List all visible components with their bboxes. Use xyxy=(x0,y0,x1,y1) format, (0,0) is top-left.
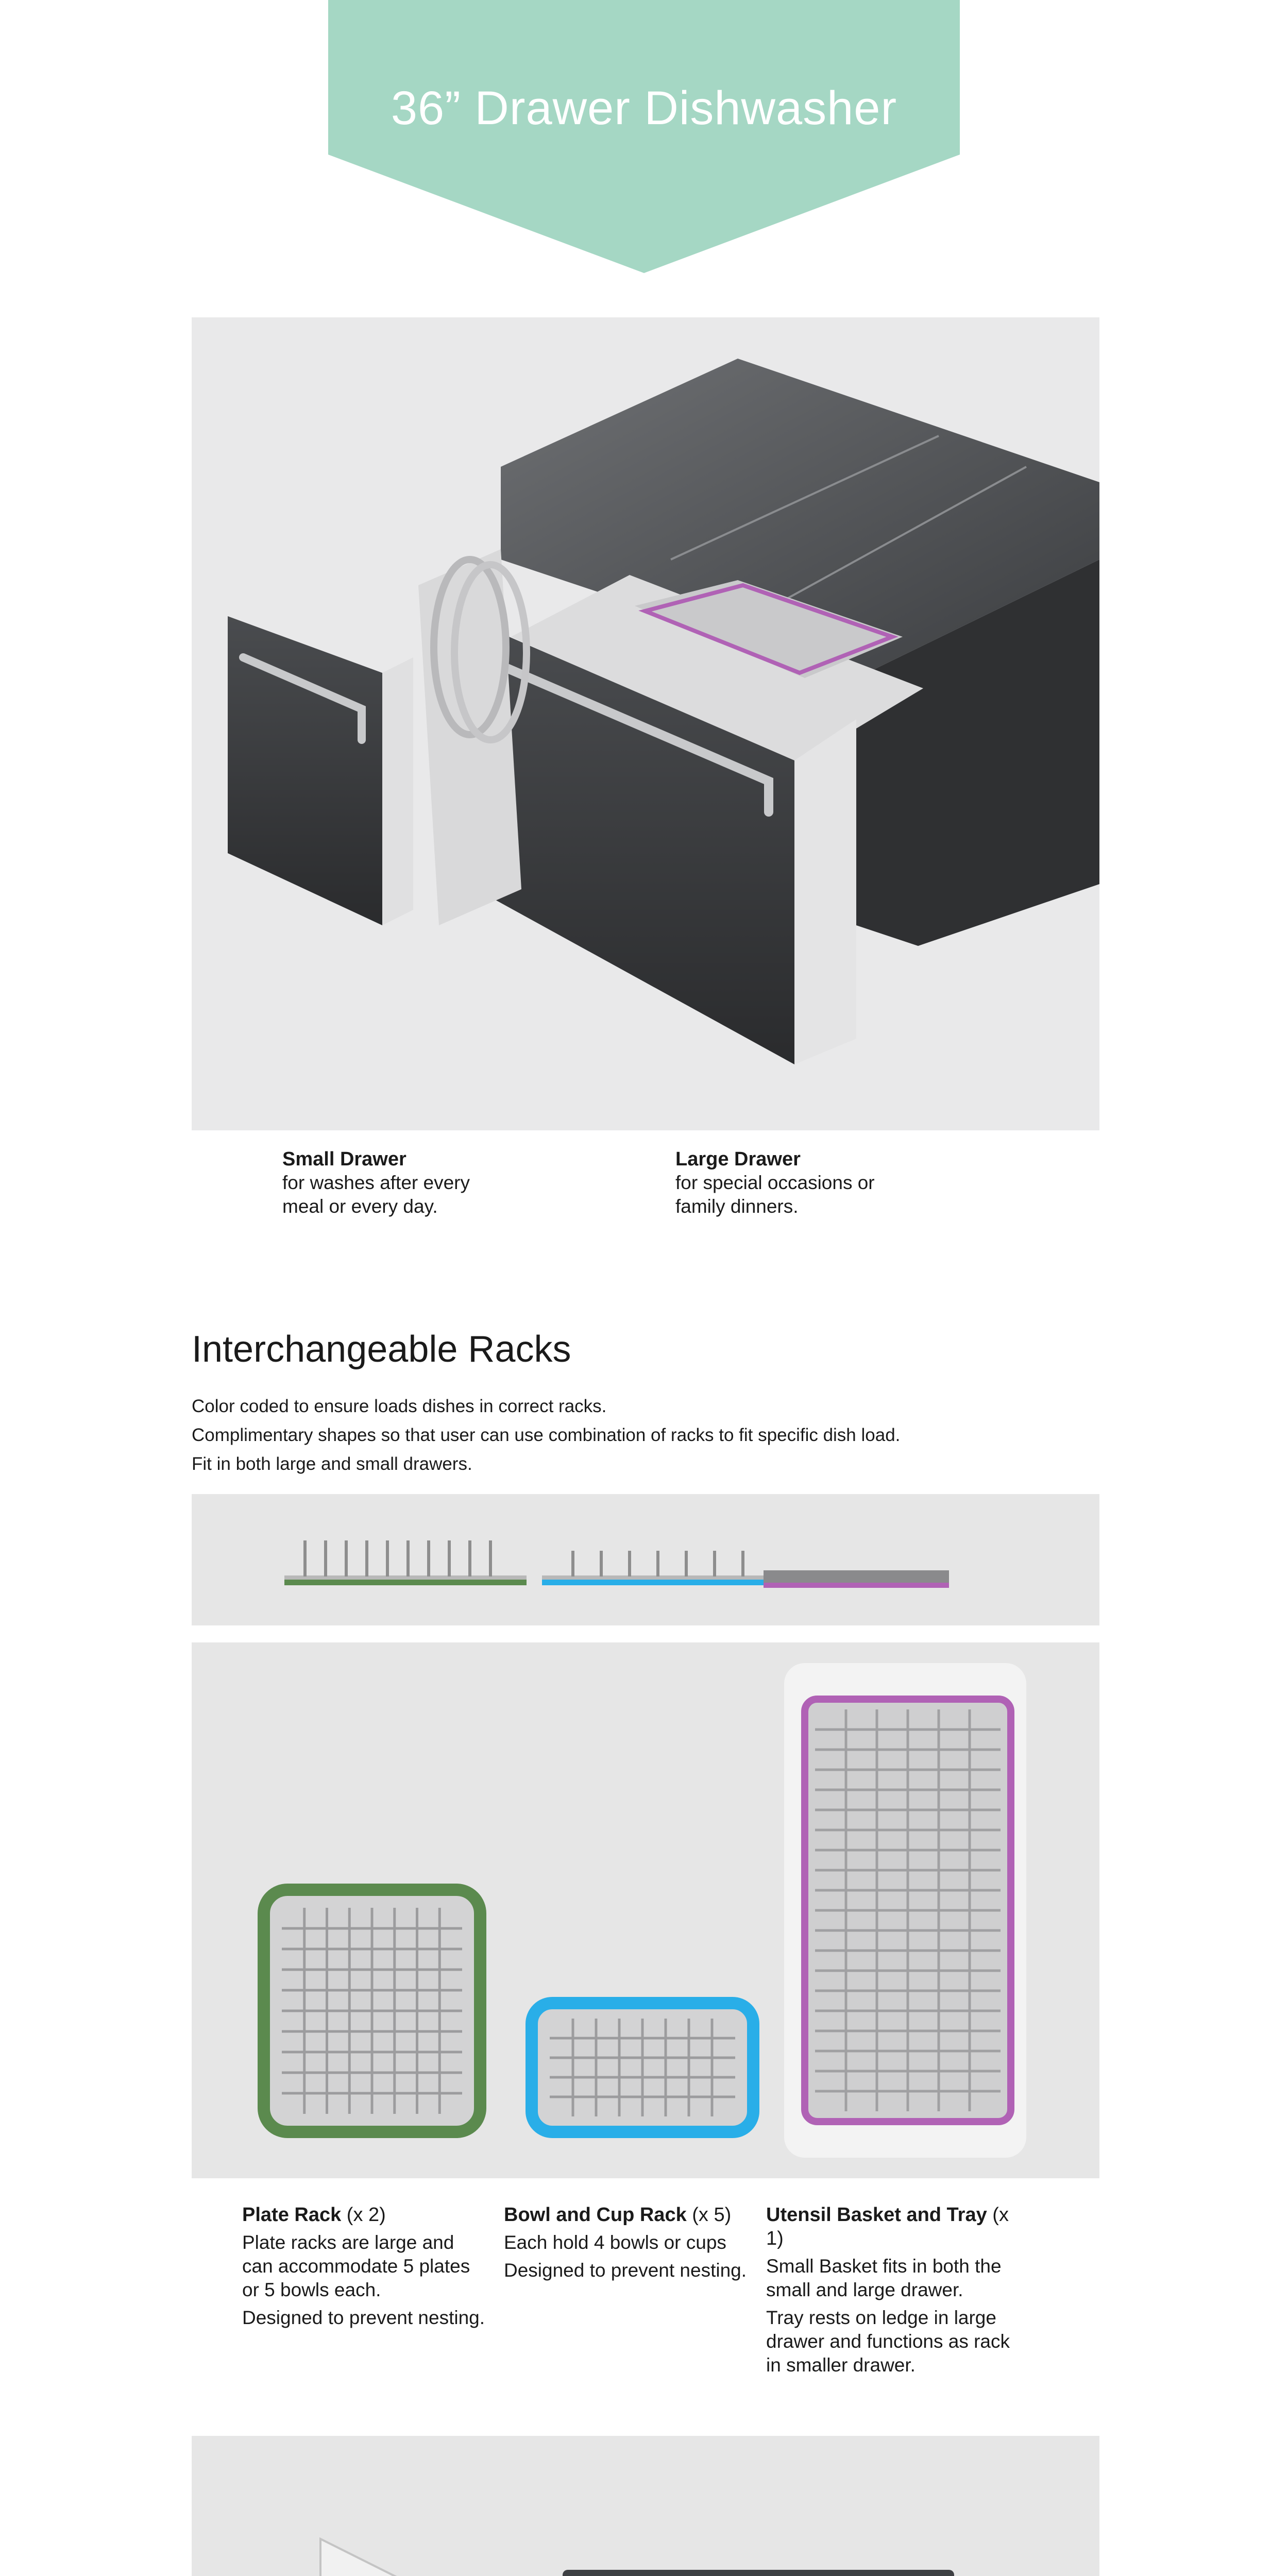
rack-text: Plate racks are large and can accommodate 5 plates or 5 bowls each. xyxy=(242,2232,470,2300)
rack-text: Small Basket fits in both the small and large drawer. xyxy=(766,2256,1002,2300)
rack-text: Designed to prevent nesting. xyxy=(504,2260,747,2281)
intro-line: Complimentary shapes so that user can use combination of racks to fit specific dish load. xyxy=(192,1425,901,1445)
rack-qty: (x 1) xyxy=(766,2204,1009,2249)
rack-caption-utensil xyxy=(766,2203,1024,2377)
dishwasher-hero-render xyxy=(192,317,1099,1130)
rack-text: Each hold 4 bowls or cups xyxy=(504,2232,726,2253)
page-title: 36” Drawer Dishwasher xyxy=(391,82,897,134)
racks-top-view xyxy=(192,1642,1099,2178)
small-drawer-text: for washes after every meal or every day. xyxy=(282,1172,470,1217)
section-heading: Interchangeable Racks xyxy=(192,1329,571,1370)
intro-line: Fit in both large and small drawers. xyxy=(192,1454,472,1474)
racks-side-view xyxy=(192,1494,1099,1625)
small-drawer-title: Small Drawer xyxy=(282,1148,406,1170)
intro-line: Color coded to ensure loads dishes in correct racks. xyxy=(192,1396,607,1416)
section-intro xyxy=(192,1392,1098,1479)
title-banner xyxy=(328,0,960,273)
rack-text: Tray rests on ledge in large drawer and functions as rack in smaller drawer. xyxy=(766,2307,1010,2376)
rack-qty: (x 5) xyxy=(692,2204,732,2226)
rack-title: Utensil Basket and Tray xyxy=(766,2204,987,2226)
rack-title: Plate Rack xyxy=(242,2204,342,2226)
large-drawer-title: Large Drawer xyxy=(675,1148,801,1170)
rack-caption-plate xyxy=(242,2203,489,2330)
rack-caption-bowl xyxy=(504,2203,761,2282)
rack-title: Bowl and Cup Rack xyxy=(504,2204,687,2226)
large-drawer-text: for special occasions or family dinners. xyxy=(675,1172,875,1217)
loaded-drawer-render xyxy=(192,2436,1099,2576)
rack-text: Designed to prevent nesting. xyxy=(242,2307,485,2328)
rack-qty: (x 2) xyxy=(346,2204,386,2226)
